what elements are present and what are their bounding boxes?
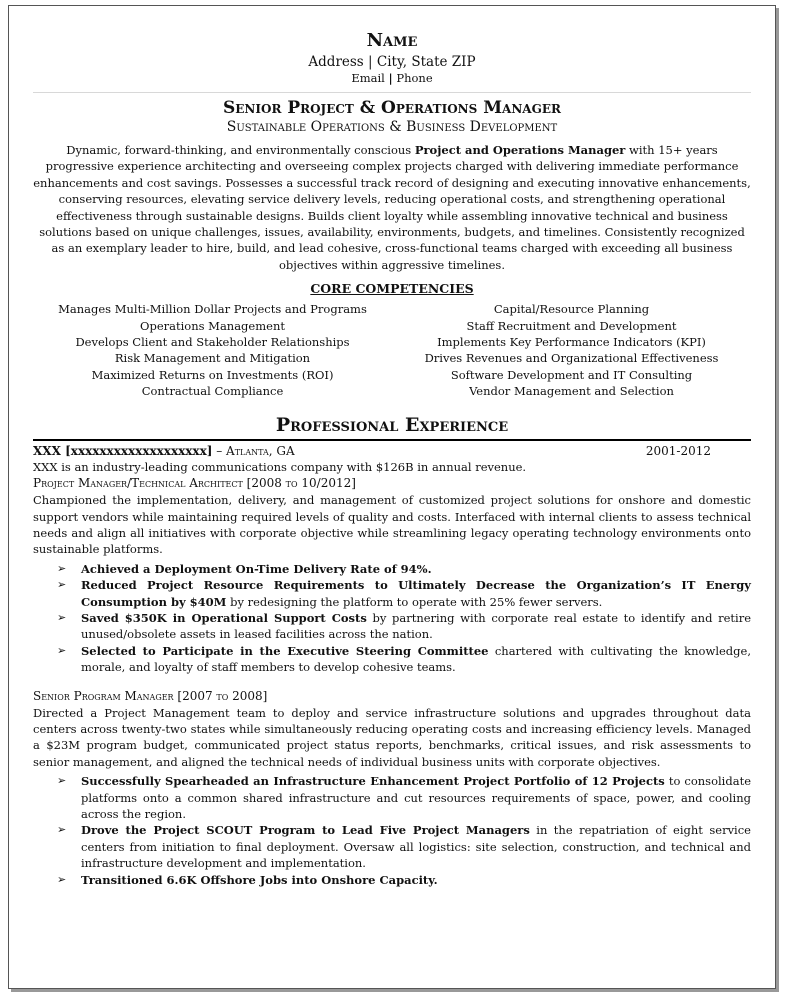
company-line bbox=[33, 443, 295, 459]
role-description: Championed the implementation, delivery, and management of customized project solutions for onshore and domestic support vendors while maintaining required levels of quality and costs. Interfaced with internal clients to assess technical needs and align all initiatives with corporate objective while streamlining legacy operating technology environments onto sustainable platforms. bbox=[33, 493, 751, 557]
arrow-bullet-icon: ➢ bbox=[57, 823, 67, 837]
phone-text: Phone bbox=[396, 71, 433, 85]
arrow-bullet-icon: ➢ bbox=[57, 872, 67, 886]
achievement-item bbox=[57, 561, 751, 577]
employment-dates: 2001-2012 bbox=[645, 443, 711, 458]
competency-item: Vendor Management and Selection bbox=[469, 384, 674, 399]
achievement-text: in the repatriation of eight service centers from initiation to final deployment. Oversaw all logistics: site selection, construction, and technical and infrastructure development and implementation. bbox=[81, 823, 751, 871]
summary-bold-text: Project and Operations Manager bbox=[414, 143, 626, 157]
achievement-bold: Transitioned 6.6K Offshore Jobs into Onshore Capacity. bbox=[81, 872, 438, 887]
competency-item: Maximized Returns on Investments (ROI) bbox=[91, 367, 334, 382]
divider bbox=[33, 92, 751, 93]
achievement-bold: Saved $350K in Operational Support Costs bbox=[81, 610, 367, 625]
arrow-bullet-icon: ➢ bbox=[57, 610, 67, 624]
contact-line bbox=[33, 71, 751, 86]
competency-item: Capital/Resource Planning bbox=[493, 302, 650, 317]
address-line: Address | City, State ZIP bbox=[308, 54, 476, 70]
competency-item: Implements Key Performance Indicators (KPI) bbox=[437, 335, 706, 350]
role-description: Directed a Project Management team to deploy and service infrastructure solutions and upgrades throughout data centers across twenty-two states while simultaneously reducing operating costs and increasing efficiency levels. Managed a $23M program budget, communicated project status reports, benchmarks, critical issues, and risk assessments to senior management, and aligned the technical needs of individual business units with corporate objectives. bbox=[33, 705, 751, 769]
spacer bbox=[33, 676, 751, 688]
arrow-bullet-icon: ➢ bbox=[57, 561, 67, 575]
achievement-text: by redesigning the platform to operate with 25% fewer servers. bbox=[226, 594, 603, 609]
candidate-name: Name bbox=[366, 30, 418, 51]
headline-subtitle: Sustainable Operations & Business Development bbox=[226, 119, 558, 135]
achievement-list bbox=[33, 561, 751, 676]
achievement-text: by partnering with corporate real estate to identify and retire unused/obsolete assets in leased facilities across the nation. bbox=[81, 610, 751, 642]
achievement-bold: Achieved a Deployment On-Time Delivery Rate of 94%. bbox=[81, 561, 432, 576]
achievement-bold: Successfully Spearheaded an Infrastructure Enhancement Project Portfolio of 12 Projects bbox=[81, 774, 665, 789]
experience-heading: Professional Experience bbox=[275, 413, 509, 436]
competencies-grid bbox=[33, 301, 751, 399]
arrow-bullet-icon: ➢ bbox=[57, 774, 67, 788]
competency-item: Manages Multi-Million Dollar Projects and Programs bbox=[58, 302, 367, 317]
competencies-heading: CORE COMPETENCIES bbox=[310, 281, 474, 297]
achievement-text: to consolidate platforms onto a common shared infrastructure and cut resources requirements of space, power, and cooling across the region. bbox=[81, 774, 752, 821]
achievement-item bbox=[57, 773, 752, 822]
competency-item: Software Development and IT Consulting bbox=[450, 367, 693, 382]
contact-separator: | bbox=[388, 71, 393, 85]
experience-divider bbox=[33, 439, 751, 441]
resume-content bbox=[33, 30, 751, 888]
resume-page bbox=[8, 5, 776, 989]
role-title: Senior Program Manager [2007 to 2008] bbox=[33, 688, 268, 703]
competency-item: Contractual Compliance bbox=[141, 384, 284, 399]
email-text: Email bbox=[351, 71, 385, 85]
achievement-item bbox=[57, 610, 751, 643]
competency-item: Develops Client and Stakeholder Relationships bbox=[75, 335, 350, 350]
summary-text-start: Dynamic, forward-thinking, and environmentally conscious bbox=[66, 143, 415, 157]
achievement-bold: Drove the Project SCOUT Program to Lead Five Project Managers bbox=[81, 823, 530, 838]
achievement-bold: Selected to Participate in the Executive Steering Committee bbox=[81, 643, 489, 658]
competency-item: Staff Recruitment and Development bbox=[466, 318, 677, 333]
competencies-left-column bbox=[33, 301, 392, 399]
company-description: XXX is an industry-leading communications company with $126B in annual revenue. bbox=[33, 459, 527, 474]
headline-title: Senior Project & Operations Manager bbox=[223, 98, 561, 118]
achievement-item bbox=[57, 822, 751, 871]
achievement-item bbox=[57, 872, 751, 888]
summary-paragraph bbox=[33, 142, 751, 273]
competency-item: Operations Management bbox=[140, 318, 285, 333]
company-location: – Atlanta, GA bbox=[212, 443, 295, 458]
competency-item: Risk Management and Mitigation bbox=[114, 351, 311, 366]
arrow-bullet-icon: ➢ bbox=[57, 578, 67, 592]
company-name: XXX [xxxxxxxxxxxxxxxxxxx] bbox=[33, 443, 213, 458]
arrow-bullet-icon: ➢ bbox=[57, 643, 67, 657]
company-row bbox=[33, 443, 751, 459]
competency-item: Drives Revenues and Organizational Effectiveness bbox=[424, 351, 719, 366]
achievement-item bbox=[57, 643, 751, 676]
role-title: Project Manager/Technical Architect [2008 to 10/2012] bbox=[33, 476, 356, 491]
competencies-right-column bbox=[392, 301, 751, 399]
achievement-text: chartered with cultivating the knowledge, morale, and loyalty of staff members to develop cohesive teams. bbox=[81, 643, 751, 675]
achievement-item bbox=[57, 577, 751, 610]
achievement-list bbox=[33, 773, 751, 888]
achievement-bold: Reduced Project Resource Requirements to Ultimately Decrease the Organization’s IT Energy Consumption by $40M bbox=[81, 578, 751, 609]
summary-text-end: with 15+ years progressive experience architecting and overseeing complex projects charged with delivering immediate performance enhancements and cost savings. Possesses a successful track record of designing and executing innovative enhancements, conserving resources, elevating service delivery levels, reducing operational costs, and strengthening operational effectiveness through sustainable designs. Builds client loyalty while assembling innovative technical and business solutions based on unique challenges, issues, availability, environments, budgets, and timelines. Consistently recognized as an exemplary leader to hire, build, and lead cohesive, cross-functional teams charged with exceeding all business objectives within aggressive timelines. bbox=[33, 143, 751, 272]
